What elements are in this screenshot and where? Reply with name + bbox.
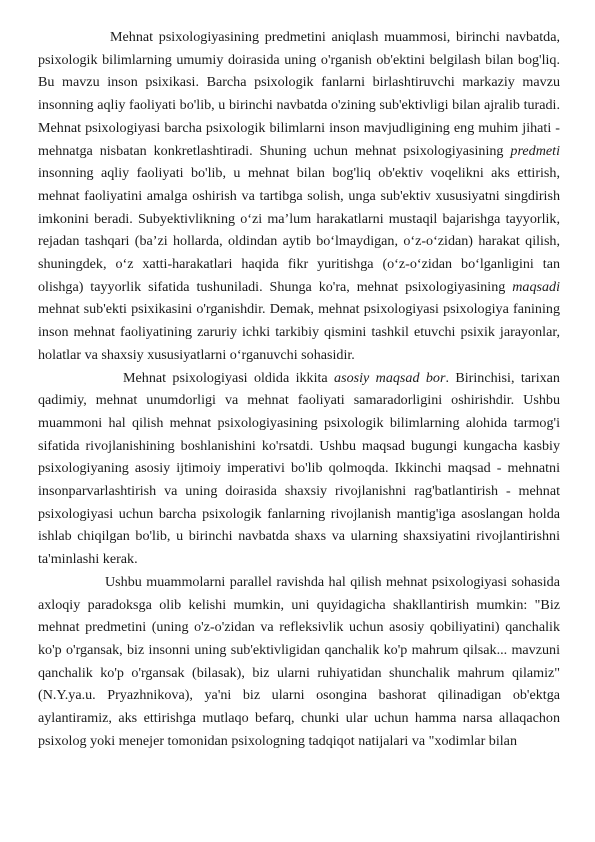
document-body xyxy=(38,26,560,753)
paragraph-2-text-a: Mehnat psixologiyasi oldida ikkita xyxy=(123,369,328,386)
term-asosiy-maqsad: asosiy maqsad bor xyxy=(334,369,446,386)
paragraph-1-text-c: mehnat sub'ekti psixikasini o'rganishdir. Demak, mehnat psixologiyasi psixologiya fanining inson mehnat faoliyatining zaruriy ichki tarkibiy qismini tashkil etuvchi psixik jarayonlar, holatlar va shaxsiy xususiyatlarni o‘rganuvchi sohasidir. xyxy=(38,301,560,363)
paragraph-2-text-b: . Birinchisi, tarixan qadimiy, mehnat unumdorligi va mehnat faoliyati samaradorligini oshirishdir. Ushbu muammoni hal qilish mehnat psixologiyasining psixologik bilimlarning alohida tarmog'i sifatida rivojlanishining boshlanishini ko'rsatdi. Ushbu maqsad bugungi kungacha kasbiy psixologiyaning asosiy ijtimoiy imperativi bo'lib qolmoqda. Ikkinchi maqsad - mehnatni insonparvarlashtirish va uning doirasida shaxsiy rivojlanishni rag'batlantirish - mehnat psixologiyasi uchun barcha psixologik fanlarning rivojlanish mantig'iga asoslangan holda ishlab chiqilgan bo'lib, u birinchi navbatda shaxs va ularning shaxsiyatini rivojlantirishni ta'minlashi kerak. xyxy=(38,369,560,568)
paragraph-1-text-b: insonning aqliy faoliyati bo'lib, u mehnat bilan bog'liq ob'ektiv voqelikni aks ettirish, mehnat faoliyatini amalga oshirish va tartibga solish, unga sub'ektiv xususiyatni singdirish imkonini beradi. Subyektivlikning o‘zi ma’lum harakatlarni mustaqil bajarishga tayyorlik, rejadan tashqari (ba’zi hollarda, oldindan aytib bo‘lmaydigan, o‘z-o‘zidan) harakat qilish, shuningdek, o‘z xatti-harakatlari haqida fikr yuritishga (o‘z-o‘zidan bo‘lganligini tan olishga) tayyorlik sifatida tushuniladi. Shunga ko'ra, mehnat psixologiyasining xyxy=(38,165,560,295)
paragraph-1 xyxy=(38,26,560,367)
term-maqsadi: maqsadi xyxy=(512,278,560,295)
paragraph-3 xyxy=(38,571,560,753)
paragraph-2 xyxy=(38,367,560,571)
term-predmeti: predmeti xyxy=(510,142,560,159)
paragraph-3-text: Ushbu muammolarni parallel ravishda hal qilish mehnat psixologiyasi sohasida axloqiy paradoksga olib kelishi mumkin, uni quyidagicha shakllantirish mumkin: "Biz mehnat predmetini (uning o'z-o'zidan va refleksivlik uchun asosiy qobiliyatini) qanchalik ko'p o'rgansak, biz insonni uning sub'ektivligidan qanchalik ko'p mahrum qilsak... mavzuni qanchalik ko'p o'rgansak (bilasak), biz ularni ruhiyatidan shunchalik mahrum qilamiz" (N.Y.ya.u. Pryazhnikova), ya'ni biz ularni osongina bashorat qilinadigan ob'ektga aylantiramiz, aks ettirishga mutlaqo befarq, chunki ular uchun hamma narsa allaqachon psixolog yoki menejer tomonidan psixologning tadqiqot natijalari va "xodimlar bilan xyxy=(38,573,560,749)
paragraph-1-text-a: Mehnat psixologiyasining predmetini aniqlash muammosi, birinchi navbatda, psixologik bilimlarning umumiy doirasida uning o'rganish ob'ektini belgilash bilan bog'liq. Bu mavzu inson psixikasi. Barcha psixologik fanlarni birlashtiruvchi markaziy mavzu insonning aqliy faoliyati bo'lib, u birinchi navbatda o'zining sub'ektivligi bilan ajralib turadi. Mehnat psixologiyasi barcha psixologik bilimlarni inson mavjudligining eng muhim jihati - mehnatga nisbatan konkretlashtiradi. Shuning uchun mehnat psixologiyasining xyxy=(38,29,560,159)
